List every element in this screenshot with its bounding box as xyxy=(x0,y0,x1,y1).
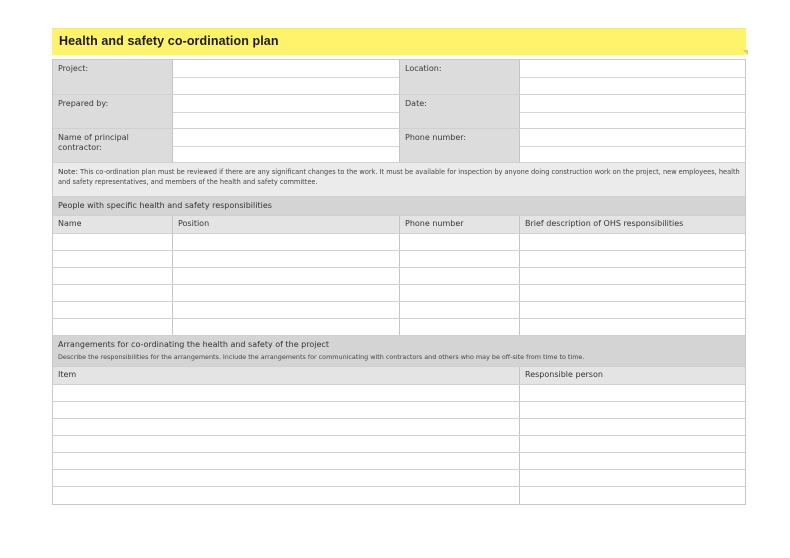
people-table-row xyxy=(53,285,745,302)
detail-row-project xyxy=(53,60,745,95)
location-label: Location: xyxy=(400,60,520,94)
arrangements-table-row xyxy=(53,402,745,419)
column-header-ohs-responsibilities: Brief description of OHS responsibilities xyxy=(520,216,745,233)
prepared-by-field[interactable] xyxy=(173,95,400,128)
arrangements-section-header xyxy=(53,336,745,367)
arrangements-column-headers xyxy=(53,367,745,385)
responsible-person-cell[interactable] xyxy=(520,487,745,504)
people-description-cell[interactable] xyxy=(520,302,745,318)
title-bar xyxy=(52,28,746,55)
people-description-cell[interactable] xyxy=(520,268,745,284)
people-phone-cell[interactable] xyxy=(400,251,520,267)
responsible-person-cell[interactable] xyxy=(520,470,745,486)
people-table-row xyxy=(53,302,745,319)
people-table-row xyxy=(53,234,745,251)
note-row xyxy=(53,163,745,197)
principal-contractor-label: Name of principal contractor: xyxy=(53,129,173,162)
people-name-cell[interactable] xyxy=(53,319,173,335)
arrangements-table-row xyxy=(53,436,745,453)
people-position-cell[interactable] xyxy=(173,251,400,267)
people-section-header xyxy=(53,197,745,216)
people-phone-cell[interactable] xyxy=(400,285,520,301)
people-phone-cell[interactable] xyxy=(400,319,520,335)
people-name-cell[interactable] xyxy=(53,285,173,301)
people-position-cell[interactable] xyxy=(173,234,400,250)
people-phone-cell[interactable] xyxy=(400,234,520,250)
arrangement-item-cell[interactable] xyxy=(53,402,520,418)
location-field[interactable] xyxy=(520,60,745,94)
people-table-row xyxy=(53,251,745,268)
people-phone-cell[interactable] xyxy=(400,268,520,284)
column-header-responsible-person: Responsible person xyxy=(520,367,745,384)
phone-number-label: Phone number: xyxy=(400,129,520,162)
people-name-cell[interactable] xyxy=(53,302,173,318)
note-label: Note: xyxy=(58,167,78,176)
people-position-cell[interactable] xyxy=(173,268,400,284)
people-name-cell[interactable] xyxy=(53,234,173,250)
detail-row-principal-contractor xyxy=(53,129,745,163)
arrangement-item-cell[interactable] xyxy=(53,436,520,452)
date-field[interactable] xyxy=(520,95,745,128)
column-header-phone-number: Phone number xyxy=(400,216,520,233)
phone-number-field[interactable] xyxy=(520,129,745,162)
arrangements-section-block xyxy=(53,336,745,366)
people-table-row xyxy=(53,268,745,285)
arrangements-table-row xyxy=(53,487,745,504)
arrangement-item-cell[interactable] xyxy=(53,385,520,401)
people-description-cell[interactable] xyxy=(520,319,745,335)
people-phone-cell[interactable] xyxy=(400,302,520,318)
title-fold-corner xyxy=(743,50,748,55)
arrangement-item-cell[interactable] xyxy=(53,453,520,469)
arrangement-item-cell[interactable] xyxy=(53,419,520,435)
people-description-cell[interactable] xyxy=(520,251,745,267)
project-field[interactable] xyxy=(173,60,400,94)
column-header-position: Position xyxy=(173,216,400,233)
people-position-cell[interactable] xyxy=(173,285,400,301)
arrangement-item-cell[interactable] xyxy=(53,470,520,486)
responsible-person-cell[interactable] xyxy=(520,385,745,401)
column-header-item: Item xyxy=(53,367,520,384)
people-name-cell[interactable] xyxy=(53,251,173,267)
arrangements-table-row xyxy=(53,385,745,402)
people-table-row xyxy=(53,319,745,336)
responsible-person-cell[interactable] xyxy=(520,453,745,469)
people-position-cell[interactable] xyxy=(173,319,400,335)
column-header-name: Name xyxy=(53,216,173,233)
people-description-cell[interactable] xyxy=(520,234,745,250)
arrangements-section-title: Arrangements for co-ordinating the health and safety of the project xyxy=(58,340,329,349)
responsible-person-cell[interactable] xyxy=(520,436,745,452)
page-title: Health and safety co-ordination plan xyxy=(59,34,279,48)
people-column-headers xyxy=(53,216,745,234)
date-label: Date: xyxy=(400,95,520,128)
people-description-cell[interactable] xyxy=(520,285,745,301)
prepared-by-label: Prepared by: xyxy=(53,95,173,128)
project-label: Project: xyxy=(53,60,173,94)
people-position-cell[interactable] xyxy=(173,302,400,318)
arrangements-section-description: Describe the responsibilities for the arrangements. Include the arrangements for communicating with contractors and others who may be off-site from time to time. xyxy=(58,353,585,361)
note-text: This co-ordination plan must be reviewed if there are any significant changes to the work. It must be available for inspection by anyone doing construction work on the project, new employees, health and safety representatives, and members of the health and safety committee. xyxy=(58,168,740,186)
responsible-person-cell[interactable] xyxy=(520,402,745,418)
arrangements-table-row xyxy=(53,419,745,436)
arrangement-item-cell[interactable] xyxy=(53,487,520,504)
arrangements-table-row xyxy=(53,470,745,487)
detail-row-prepared-by xyxy=(53,95,745,129)
arrangements-table-row xyxy=(53,453,745,470)
note-text-block xyxy=(53,163,745,196)
people-section-title: People with specific health and safety responsibilities xyxy=(53,197,745,215)
people-name-cell[interactable] xyxy=(53,268,173,284)
coordination-plan-form xyxy=(52,59,746,505)
responsible-person-cell[interactable] xyxy=(520,419,745,435)
principal-contractor-field[interactable] xyxy=(173,129,400,162)
